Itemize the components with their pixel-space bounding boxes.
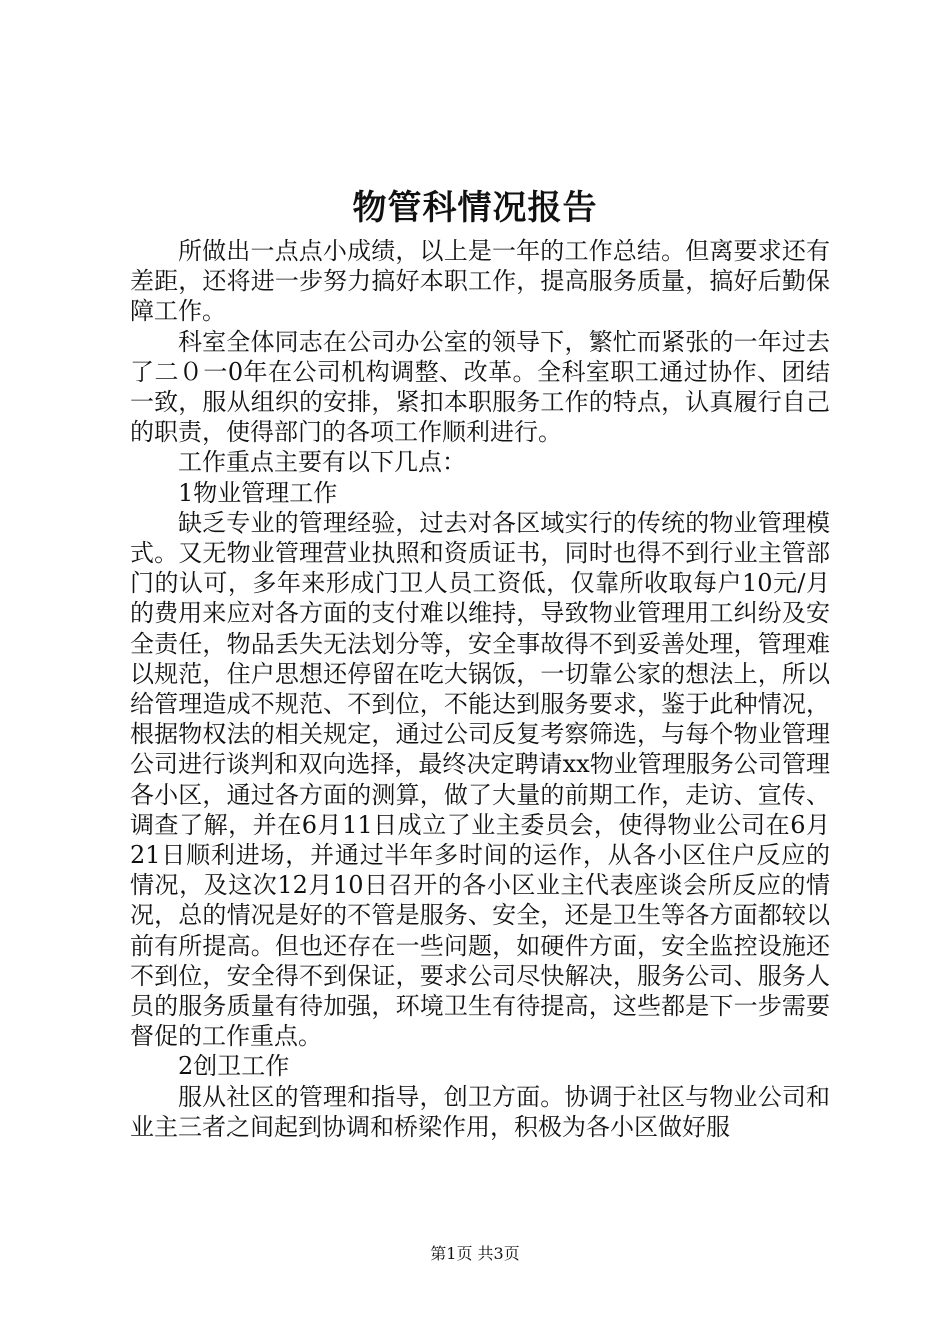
paragraph-sanitation: 服从社区的管理和指导，创卫方面。协调于社区与物业公司和业主三者之间起到协调和桥梁作用，积极为各小区做好服 [130, 1082, 830, 1141]
page-footer: 第1页 共3页 [430, 1244, 520, 1263]
document-title: 物管科情况报告 [352, 188, 598, 228]
paragraph-summary: 科室全体同志在公司办公室的领导下，繁忙而紧张的一年过去了二０一0年在公司机构调整、改革。全科室职工通过协作、团结一致，服从组织的安排，紧扣本职服务工作的特点，认真履行自己的职责，使得部门的各项工作顺利进行。 [130, 327, 830, 447]
document-body [130, 236, 830, 1142]
section-heading-sanitation: 2创卫工作 [178, 1052, 290, 1081]
paragraph-key-points-lead: 工作重点主要有以下几点： [178, 448, 466, 477]
paragraph-property-management: 缺乏专业的管理经验，过去对各区域实行的传统的物业管理模式。又无物业管理营业执照和资质证书，同时也得不到行业主管部门的认可，多年来形成门卫人员工资低，仅靠所收取每户10元/月的费用来应对各方面的支付难以维持，导致物业管理用工纠纷及安全责任，物品丢失无法划分等，安全事故得不到妥善处理，管理难以规范，住户思想还停留在吃大锅饭，一切靠公家的想法上，所以给管理造成不规范、不到位，不能达到服务要求，鉴于此种情况，根据物权法的相关规定，通过公司反复考察筛选，与每个物业管理公司进行谈判和双向选择，最终决定聘请xx物业管理服务公司管理各小区，通过各方面的测算，做了大量的前期工作，走访、宣传、调查了解，并在6月11日成立了业主委员会，使得物业公司在6月21日顺利进场，并通过半年多时间的运作，从各小区住户反应的情况，及这次12月10日召开的各小区业主代表座谈会所反应的情况，总的情况是好的不管是服务、安全，还是卫生等各方面都较以前有所提高。但也还存在一些问题，如硬件方面，安全监控设施还不到位，安全得不到保证，要求公司尽快解决，服务公司、服务人员的服务质量有待加强，环境卫生有待提高，这些都是下一步需要督促的工作重点。 [130, 508, 830, 1051]
section-heading-property-management: 1物业管理工作 [178, 478, 338, 507]
paragraph-intro: 所做出一点点小成绩，以上是一年的工作总结。但离要求还有差距，还将进一步努力搞好本职工作，提高服务质量，搞好后勤保障工作。 [130, 237, 830, 326]
